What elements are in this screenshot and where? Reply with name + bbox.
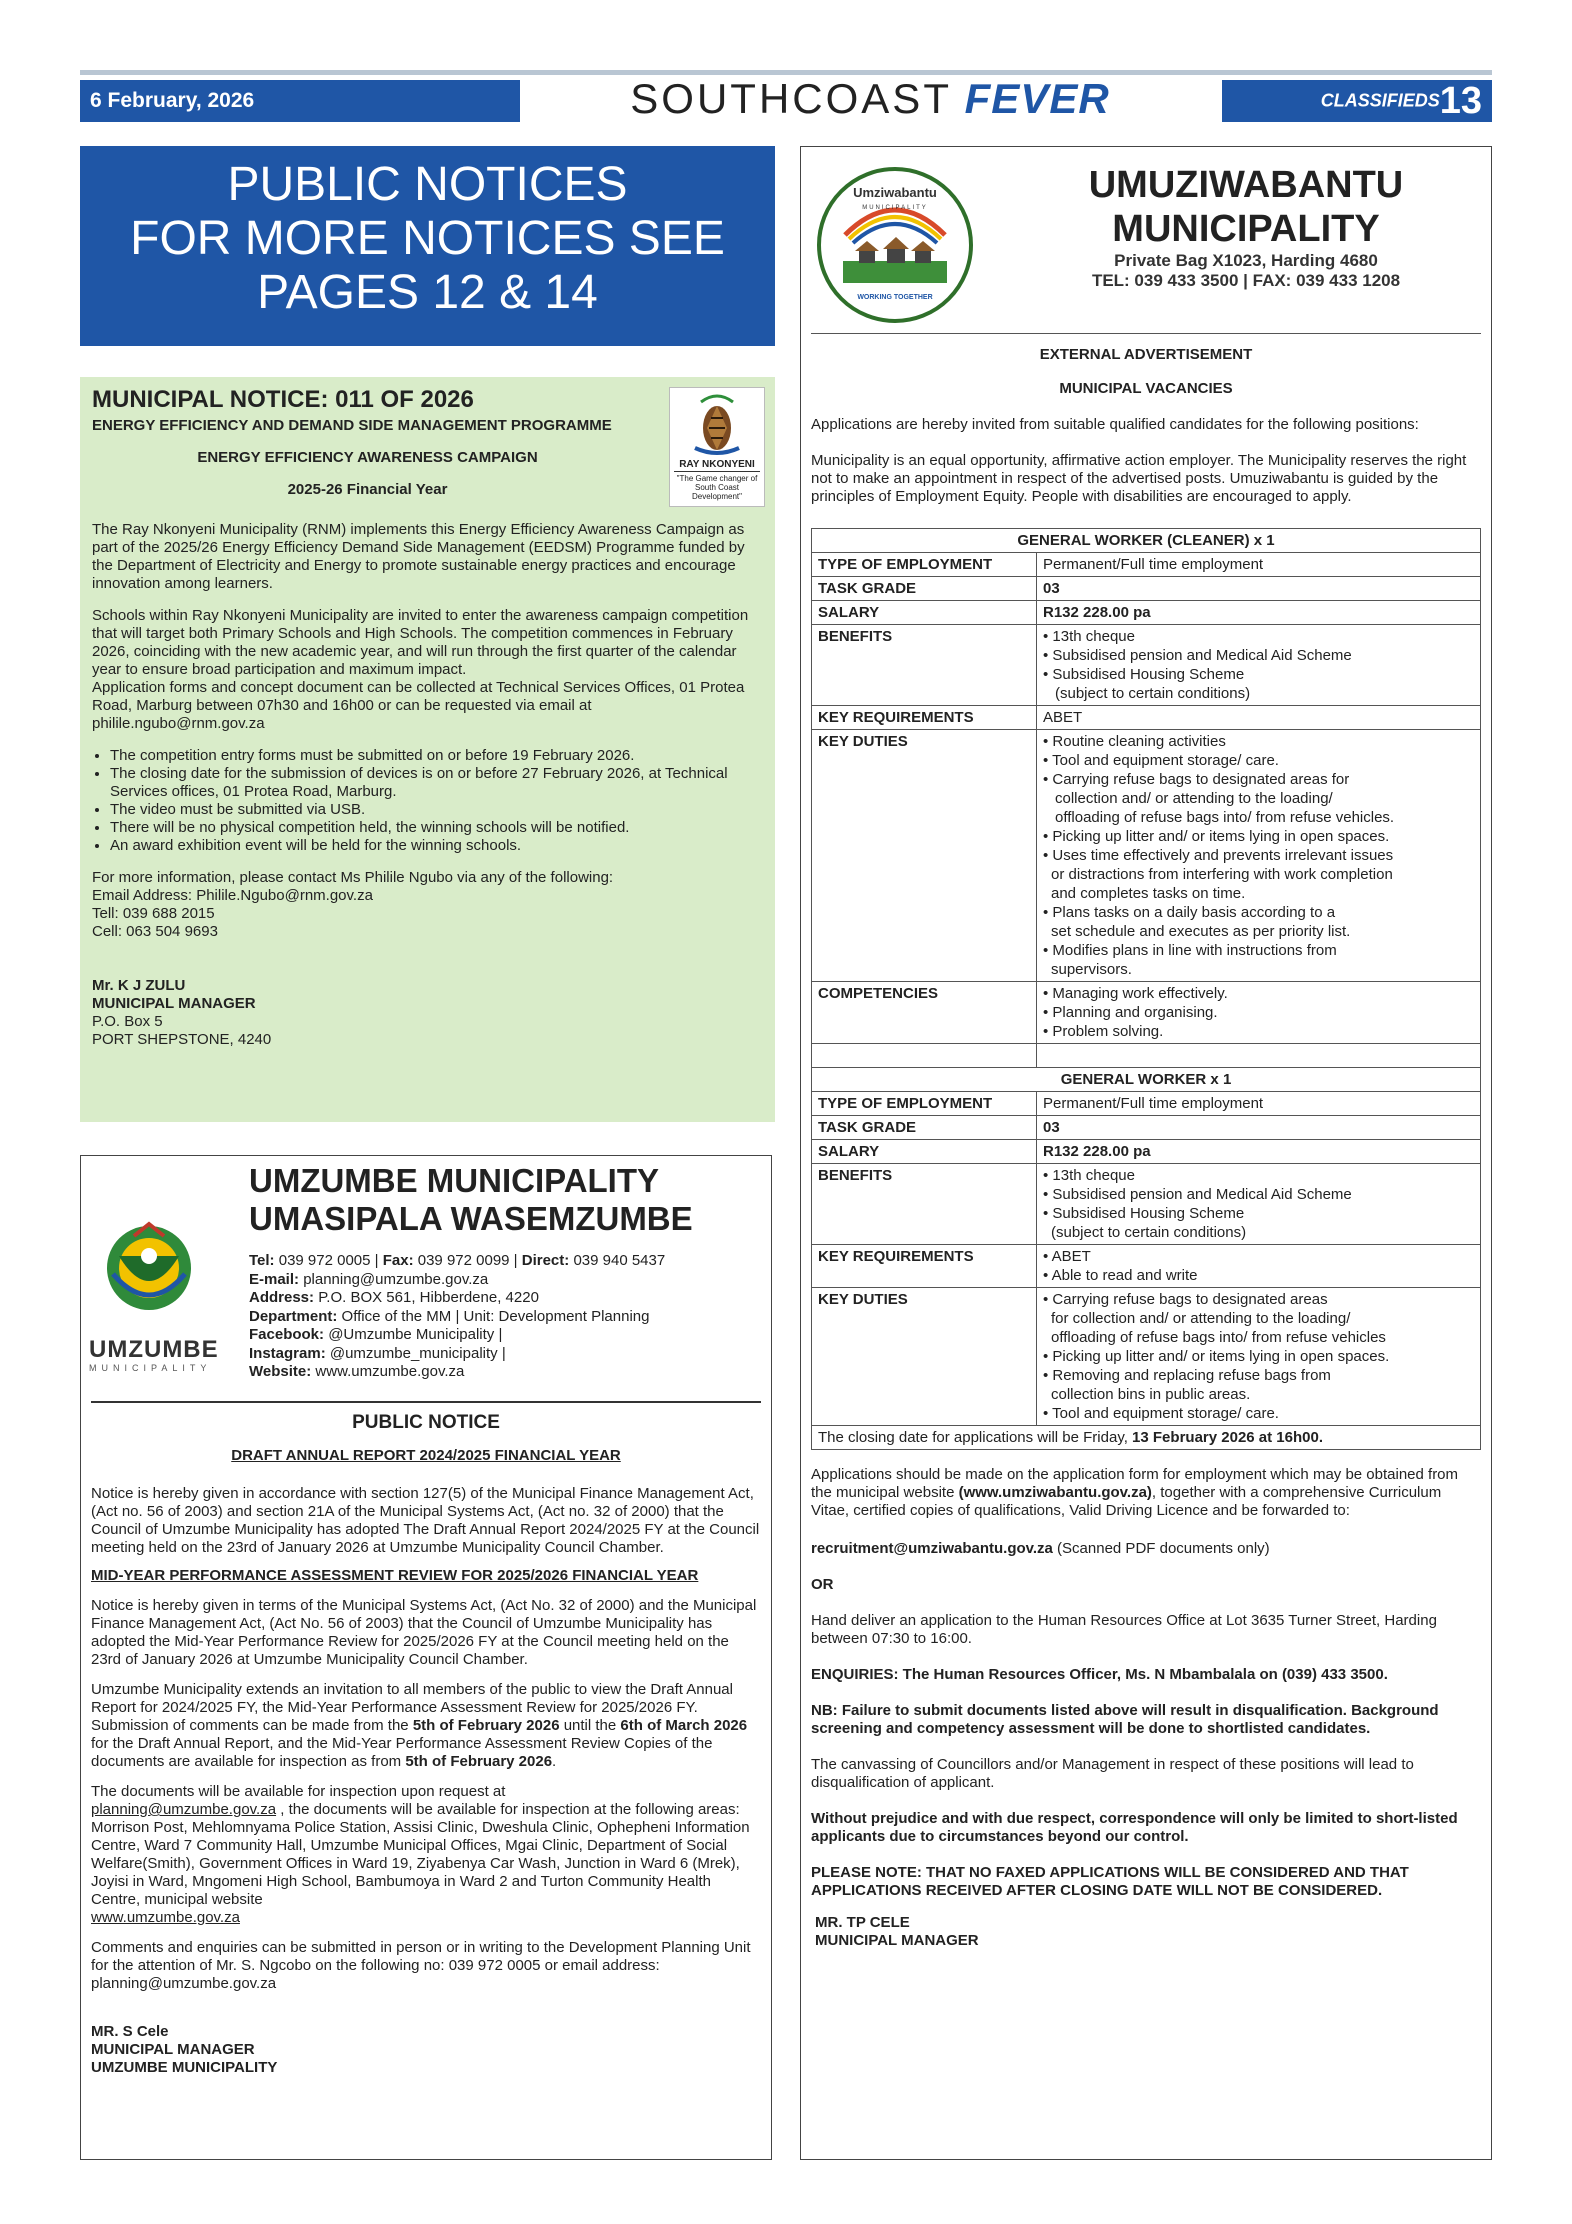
- instagram-value: @umzumbe_municipality |: [329, 1344, 506, 1362]
- list-item: • The video must be submitted via USB.: [110, 801, 763, 819]
- issue-date: 6 February, 2026: [80, 80, 520, 122]
- spacer-cell: [1037, 1044, 1481, 1068]
- recruitment-email-line: [811, 1540, 1481, 1558]
- energy-bullet-list: [92, 747, 763, 855]
- fax-value: 039 972 0099: [417, 1252, 510, 1269]
- list-item: • Planning and organising.: [1043, 1004, 1218, 1021]
- hand-deliver-paragraph: Hand deliver an application to the Human Resources Office at Lot 3635 Turner Street, Harding between 07:30 to 16:00.: [811, 1612, 1437, 1647]
- address-label: Address:: [249, 1289, 315, 1306]
- list-item: • ABET: [1043, 1248, 1091, 1265]
- list-item: • Uses time effectively and prevents irrelevant issues: [1043, 847, 1394, 864]
- row-value: 03: [1037, 577, 1481, 601]
- text-run: 5th of February 2026: [412, 1717, 560, 1734]
- energy-notice-title: MUNICIPAL NOTICE: 011 OF 2026: [92, 386, 474, 413]
- table-row: [812, 1092, 1481, 1116]
- table-row: [812, 553, 1481, 577]
- prejudice-paragraph: Without prejudice and with due respect, correspondence will only be limited to short-listed applicants due to circumstances beyond our control.: [811, 1810, 1458, 1845]
- table-row: [812, 730, 1481, 982]
- umzumbe-website-line: [249, 1363, 665, 1382]
- list-item: • Modifies plans in line with instructions from: [1043, 942, 1337, 959]
- umzumbe-emblem-icon: [89, 1216, 239, 1336]
- please-note-paragraph: PLEASE NOTE: THAT NO FAXED APPLICATIONS WILL BE CONSIDERED AND THAT APPLICATIONS RECEIVED AFTER CLOSING DATE WILL NOT BE CONSIDERED.: [811, 1864, 1409, 1899]
- umzumbe-phone-line: Tel: 039 972 0005 | Fax: 039 972 0099 | Direct: 039 940 5437: [249, 1252, 666, 1269]
- umzumbe-paragraph-1: Notice is hereby given in accordance with section 127(5) of the Municipal Finance Management Act, (Act no. 56 of 2003) and section 21A of the Municipal Systems Act, (Act no. 32 of 2000) that the Council of Umzumbe Municipality has adopted The Draft Annual Report 2024/2025 FY at the Council meeting held on the 23rd of January 2026 at Umzumbe Municipality Council Chamber.: [91, 1485, 760, 1556]
- umziwabantu-logo-sub: MUNICIPALITY: [862, 205, 928, 211]
- list-item: • Carrying refuse bags to designated areas for: [1043, 771, 1350, 788]
- row-value: R132 228.00 pa: [1037, 1140, 1481, 1164]
- banner-line-1: PUBLIC NOTICES: [227, 158, 628, 211]
- table-row: [812, 1140, 1481, 1164]
- energy-paragraph-1: The Ray Nkonyeni Municipality (RNM) implements this Energy Efficiency Awareness Campaign as part of the 2025/26 Energy Efficiency Demand Side Management (EEDSM) Programme funded by the Department of Electricity and Energy to promote sustainable energy practices and encourage innovation among learners.: [92, 521, 745, 592]
- enquiries-line: ENQUIRIES: The Human Resources Officer, Ms. N Mbambalala on (039) 433 3500.: [811, 1666, 1388, 1683]
- energy-signatory-role: MUNICIPAL MANAGER: [92, 995, 256, 1012]
- masthead: [520, 76, 1220, 122]
- instagram-label: Instagram:: [249, 1344, 326, 1362]
- energy-subtitle-2: ENERGY EFFICIENCY AWARENESS CAMPAIGN: [197, 449, 538, 466]
- benefits-cell: [1037, 1164, 1481, 1245]
- list-item: (subject to certain conditions): [1055, 685, 1251, 702]
- requirements-cell: [1037, 1245, 1481, 1288]
- umziwabantu-logo-motto: WORKING TOGETHER: [857, 294, 933, 301]
- umzumbe-logo-sub: MUNICIPALITY: [89, 1363, 212, 1373]
- text-run: , together with a comprehensive Curriculum Vitae, certified copies of qualifications, Valid Driving Licence and be forwarded to:: [811, 1484, 1442, 1519]
- umzumbe-signatory-name: MR. S Cele: [91, 2023, 169, 2040]
- umzumbe-signatory-role: MUNICIPAL MANAGER: [91, 2041, 255, 2058]
- email-value: planning@umzumbe.gov.za: [303, 1270, 489, 1288]
- text-run: Umzumbe Municipality extends an invitation to all members of the public to view the Draft Annual Report for 2024/2025 FY, the Mid-Year Performance Assessment Review for 2025/2026 FY. Submission of comments can be made from the: [91, 1681, 733, 1734]
- list-item: • Removing and replacing refuse bags from: [1043, 1367, 1331, 1384]
- energy-contact-intro: For more information, please contact Ms Philile Ngubo via any of the following:: [92, 869, 614, 886]
- row-label: BENEFITS: [812, 1164, 1037, 1245]
- energy-notice: [80, 377, 775, 1122]
- list-item: offloading of refuse bags into/ from refuse vehicles.: [1055, 809, 1395, 826]
- row-value: ABET: [1037, 706, 1481, 730]
- energy-paragraph-2: Schools within Ray Nkonyeni Municipality are invited to enter the awareness campaign competition that will target both Primary Schools and High Schools. The competition commences in February 2026, coinciding with the new academic year, and will run through the first quarter of the calendar year to ensure broad participation and maximum impact.: [92, 607, 749, 678]
- list-item: • Problem solving.: [1043, 1023, 1164, 1040]
- ray-nkonyeni-logo: [669, 387, 765, 507]
- umuziwabantu-title-1: UMUZIWABANTU: [1088, 164, 1404, 206]
- umuziwabantu-address: Private Bag X1023, Harding 4680: [1114, 251, 1378, 270]
- energy-subtitle-1: ENERGY EFFICIENCY AND DEMAND SIDE MANAGEMENT PROGRAMME: [92, 417, 612, 434]
- umzumbe-paragraph-4: [91, 1783, 761, 1927]
- umzumbe-paragraph-2: Notice is hereby given in terms of the Municipal Systems Act, (Act No. 32 of 2000) and the Municipal Finance Management Act, (Act No. 56 of 2003) that the Council of Umzumbe Municipality has adopted the Mid-Year Performance Review for 2025/2026 FY at the Council meeting held on the 23rd of January 2026 at Umzumbe Municipality Council Chamber.: [91, 1597, 757, 1668]
- text-run: for the Draft Annual Report, and the Mid-Year Performance Assessment Review Copies of the documents are available for inspection as from: [91, 1735, 713, 1770]
- facebook-value: @Umzumbe Municipality |: [328, 1326, 503, 1343]
- list-item: • Carrying refuse bags to designated areas: [1043, 1291, 1328, 1308]
- department-value: Office of the MM | Unit: Development Planning: [341, 1307, 650, 1325]
- umzumbe-draft-heading: DRAFT ANNUAL REPORT 2024/2025 FINANCIAL YEAR: [231, 1447, 621, 1464]
- address-value: P.O. BOX 561, Hibberdene, 4220: [318, 1289, 539, 1306]
- list-item: (subject to certain conditions): [1051, 1224, 1247, 1241]
- umzumbe-facebook-line: [249, 1326, 665, 1345]
- text-run: (Scanned PDF documents only): [1052, 1540, 1270, 1557]
- table-row: [812, 529, 1481, 553]
- umzumbe-signatory-org: UMZUMBE MUNICIPALITY: [91, 2059, 278, 2076]
- energy-signatory-town: PORT SHEPSTONE, 4240: [92, 1031, 272, 1048]
- table-row: [812, 601, 1481, 625]
- row-label: KEY DUTIES: [812, 1288, 1037, 1426]
- duties-cell: [1037, 1288, 1481, 1426]
- list-item: supervisors.: [1051, 961, 1132, 978]
- umzumbe-address-line: [249, 1289, 665, 1308]
- umuziwabantu-body: [811, 333, 1481, 1950]
- umzumbe-paragraph-3: [91, 1681, 761, 1771]
- list-item: collection and/ or attending to the loading/: [1055, 790, 1333, 807]
- umzumbe-logo-word: UMZUMBE: [89, 1336, 219, 1363]
- list-item: • Subsidised pension and Medical Aid Scheme: [1043, 647, 1352, 664]
- energy-subtitle-3: 2025-26 Financial Year: [287, 481, 448, 498]
- table-row: [812, 706, 1481, 730]
- umzumbe-title: [249, 1162, 693, 1238]
- recruitment-email-link[interactable]: recruitment@umziwabantu.gov.za: [811, 1540, 1053, 1557]
- umziwabantu-signatory-name: MR. TP CELE: [815, 1914, 910, 1931]
- umzumbe-department-line: [249, 1308, 665, 1327]
- table-row: [812, 1068, 1481, 1092]
- list-item: • Subsidised Housing Scheme: [1043, 666, 1245, 683]
- umuziwabantu-vacancies: [800, 146, 1492, 2160]
- umzumbe-notice: [80, 1155, 772, 2160]
- list-item: • Routine cleaning activities: [1043, 733, 1226, 750]
- list-item: and completes tasks on time.: [1051, 885, 1246, 902]
- closing-date: 13 February 2026 at 16h00.: [1132, 1429, 1323, 1446]
- or-separator: OR: [811, 1576, 834, 1593]
- canvassing-paragraph: The canvassing of Councillors and/or Management in respect of these positions will lead to disqualification of applicant.: [811, 1756, 1414, 1791]
- energy-signatory-name: Mr. K J ZULU: [92, 977, 186, 994]
- list-item: • Picking up litter and/ or items lying in open spaces.: [1043, 828, 1390, 845]
- ray-nkonyeni-logo-tagline: "The Game changer of South Coast Development": [676, 474, 758, 501]
- spacer-cell: [812, 1044, 1037, 1068]
- list-item: collection bins in public areas.: [1051, 1386, 1251, 1403]
- row-label: TYPE OF EMPLOYMENT: [812, 553, 1037, 577]
- website-value: www.umzumbe.gov.za: [315, 1363, 465, 1380]
- row-label: KEY DUTIES: [812, 730, 1037, 982]
- table-row: [812, 1426, 1481, 1450]
- email-label: E-mail:: [249, 1270, 300, 1288]
- text-run: The documents will be available for inspection upon request at: [91, 1783, 506, 1800]
- department-label: Department:: [249, 1307, 338, 1325]
- row-label: KEY REQUIREMENTS: [812, 706, 1037, 730]
- umzumbe-title-english: UMZUMBE MUNICIPALITY: [249, 1162, 660, 1199]
- table-row: [812, 577, 1481, 601]
- vacancies-intro-1: Applications are hereby invited from suitable qualified candidates for the following positions:: [811, 416, 1419, 433]
- umziwabantu-logo: [815, 165, 975, 325]
- list-item: • Subsidised Housing Scheme: [1043, 1205, 1245, 1222]
- table-row: [812, 1116, 1481, 1140]
- umzumbe-paragraph-5: Comments and enquiries can be submitted in person or in writing to the Development Planning Unit for the attention of Mr. S. Ngcobo on the following no: 039 972 0005 or email address: planning@umzumbe.gov.za: [91, 1939, 751, 1992]
- position-2-title: GENERAL WORKER x 1: [812, 1068, 1481, 1092]
- ray-nkonyeni-logo-name: RAY NKONYENI: [679, 459, 755, 470]
- shield-emblem-icon: [671, 388, 763, 458]
- position-1-title: GENERAL WORKER (CLEANER) x 1: [812, 529, 1481, 553]
- tel-value: 039 972 0005: [278, 1252, 371, 1269]
- table-row: [812, 1044, 1481, 1068]
- text-run: 5th of February 2026: [405, 1753, 553, 1770]
- row-label: SALARY: [812, 601, 1037, 625]
- competencies-cell: [1037, 982, 1481, 1044]
- website-label: Website:: [249, 1363, 312, 1380]
- list-item: • The competition entry forms must be submitted on or before 19 February 2026.: [110, 747, 763, 765]
- umziwabantu-logo-word: Umziwabantu: [853, 185, 937, 200]
- masthead-fever: FEVER: [964, 75, 1110, 122]
- umuziwabantu-telfax: TEL: 039 433 3500 | FAX: 039 433 1208: [1091, 271, 1401, 290]
- list-item: • There will be no physical competition held, the winning schools will be notified.: [110, 819, 763, 837]
- row-label: TYPE OF EMPLOYMENT: [812, 1092, 1037, 1116]
- nb-paragraph: NB: Failure to submit documents listed above will result in disqualification. Background screening and competency assessment will be done to shortlisted candidates.: [811, 1702, 1439, 1737]
- list-item: • Tool and equipment storage/ care.: [1043, 1405, 1279, 1422]
- row-label: TASK GRADE: [812, 577, 1037, 601]
- municipal-vacancies-heading: MUNICIPAL VACANCIES: [1059, 380, 1233, 397]
- row-label: BENEFITS: [812, 625, 1037, 706]
- masthead-southcoast: SOUTHCOAST: [630, 75, 952, 122]
- facebook-label: Facebook:: [249, 1326, 325, 1343]
- section-tab: [1222, 80, 1492, 122]
- umzumbe-contacts: [249, 1252, 665, 1382]
- section-label: CLASSIFIEDS: [1320, 90, 1440, 111]
- list-item: set schedule and executes as per priority list.: [1051, 923, 1351, 940]
- row-value: R132 228.00 pa: [1037, 601, 1481, 625]
- list-item: • An award exhibition event will be held for the winning schools.: [110, 837, 763, 855]
- energy-signatory-box: P.O. Box 5: [92, 1013, 163, 1030]
- table-row: [812, 982, 1481, 1044]
- energy-contact-tel: Tell: 039 688 2015: [92, 905, 215, 922]
- row-value: 03: [1037, 1116, 1481, 1140]
- banner-line-2: FOR MORE NOTICES SEE: [130, 212, 725, 265]
- vacancies-table: [811, 528, 1481, 1450]
- energy-paragraph-3: Application forms and concept document can be collected at Technical Services Offices, 01 Protea Road, Marburg between 07h30 and 16h00 or can be requested via email at philile.ngubo@rnm.gov.za: [92, 679, 745, 732]
- list-item: • The closing date for the submission of devices is on or before 27 February 2026, at Technical Services offices, 01 Protea Road, Marburg.: [110, 765, 763, 801]
- row-label: KEY REQUIREMENTS: [812, 1245, 1037, 1288]
- planning-email-link[interactable]: planning@umzumbe.gov.za: [91, 1801, 277, 1818]
- row-label: COMPETENCIES: [812, 982, 1037, 1044]
- text-run: , the documents will be available for inspection at the following areas: Morrison Post, Mehlomnyama Police Station, Assisi Clinic, Dweshula Clinic, Ophepheni Information Centre, Ward 7 Community Hall, Umzumbe Municipal Offices, Mgai Clinic, Department of Social Welfare(Smith), Government Offices in Ward 19, Ziyabenya Car Wash, Junction in Ward 6 (Mrek), Joyisi in Ward, Mngomeni High School, Bambumoya in Ward 2 and Turton Community Health Centre, municipal website: [91, 1801, 750, 1908]
- list-item: • 13th cheque: [1043, 628, 1135, 645]
- closing-date-cell: [812, 1426, 1481, 1450]
- benefits-cell: [1037, 625, 1481, 706]
- text-run: Applications should be made on the application form for employment which may be obtained from the municipal website: [811, 1466, 1459, 1501]
- energy-contact-email: Email Address: Philile.Ngubo@rnm.gov.za: [92, 887, 373, 904]
- direct-value: 039 940 5437: [573, 1252, 666, 1269]
- list-item: • Subsidised pension and Medical Aid Scheme: [1043, 1186, 1352, 1203]
- umziwabantu-emblem-icon: [815, 165, 975, 325]
- table-row: [812, 625, 1481, 706]
- umzumbe-instagram-line: [249, 1345, 665, 1364]
- umzumbe-notice-heading: PUBLIC NOTICE: [352, 1412, 500, 1433]
- umzumbe-website-link[interactable]: www.umzumbe.gov.za: [91, 1909, 240, 1926]
- list-item: • Tool and equipment storage/ care.: [1043, 752, 1279, 769]
- energy-contact-cell: Cell: 063 504 9693: [92, 923, 218, 940]
- row-value: Permanent/Full time employment: [1037, 553, 1481, 577]
- list-item: • Plans tasks on a daily basis according to a: [1043, 904, 1336, 921]
- umzumbe-email-line: [249, 1271, 665, 1290]
- row-value: Permanent/Full time employment: [1037, 1092, 1481, 1116]
- list-item: for collection and/ or attending to the loading/: [1051, 1310, 1351, 1327]
- list-item: • Managing work effectively.: [1043, 985, 1228, 1002]
- direct-label: Direct:: [521, 1252, 570, 1269]
- tel-label: Tel:: [249, 1252, 275, 1269]
- umziwabantu-signatory-role: MUNICIPAL MANAGER: [815, 1932, 979, 1949]
- row-label: SALARY: [812, 1140, 1037, 1164]
- list-item: • Able to read and write: [1043, 1267, 1198, 1284]
- page-number: 13: [1439, 80, 1482, 122]
- apply-paragraph: [811, 1466, 1481, 1520]
- umziwabantu-website-link[interactable]: (www.umziwabantu.gov.za): [958, 1484, 1152, 1501]
- text-run: The closing date for applications will be Friday,: [818, 1429, 1133, 1446]
- table-row: [812, 1245, 1481, 1288]
- fax-label: Fax:: [382, 1252, 414, 1269]
- text-run: until the: [559, 1717, 621, 1734]
- table-row: [812, 1288, 1481, 1426]
- text-run: 6th of March 2026: [620, 1717, 748, 1734]
- umzumbe-midyear-heading: MID-YEAR PERFORMANCE ASSESSMENT REVIEW FOR 2025/2026 FINANCIAL YEAR: [91, 1567, 699, 1584]
- umuziwabantu-title-2: MUNICIPALITY: [1112, 208, 1380, 250]
- table-row: [812, 1164, 1481, 1245]
- list-item: offloading of refuse bags into/ from refuse vehicles: [1051, 1329, 1386, 1346]
- row-label: TASK GRADE: [812, 1116, 1037, 1140]
- umzumbe-title-zulu: UMASIPALA WASEMZUMBE: [249, 1200, 693, 1237]
- banner-line-3: PAGES 12 & 14: [257, 266, 598, 319]
- umuziwabantu-masthead: [1026, 163, 1466, 291]
- external-advertisement-heading: EXTERNAL ADVERTISEMENT: [1039, 346, 1253, 363]
- list-item: • Picking up litter and/ or items lying in open spaces.: [1043, 1348, 1390, 1365]
- list-item: or distractions from interfering with work completion: [1051, 866, 1393, 883]
- umzumbe-body: [91, 1401, 761, 2077]
- public-notices-banner: [80, 146, 775, 346]
- vacancies-intro-2: Municipality is an equal opportunity, affirmative action employer. The Municipality reserves the right not to make an appointment in respect of the advertised posts. Umuziwabantu is guided by the principles of Employment Equity. People with disabilities are encouraged to apply.: [811, 452, 1467, 505]
- duties-cell: [1037, 730, 1481, 982]
- text-run: .: [552, 1753, 557, 1770]
- list-item: • 13th cheque: [1043, 1167, 1135, 1184]
- umzumbe-logo: [89, 1216, 239, 1376]
